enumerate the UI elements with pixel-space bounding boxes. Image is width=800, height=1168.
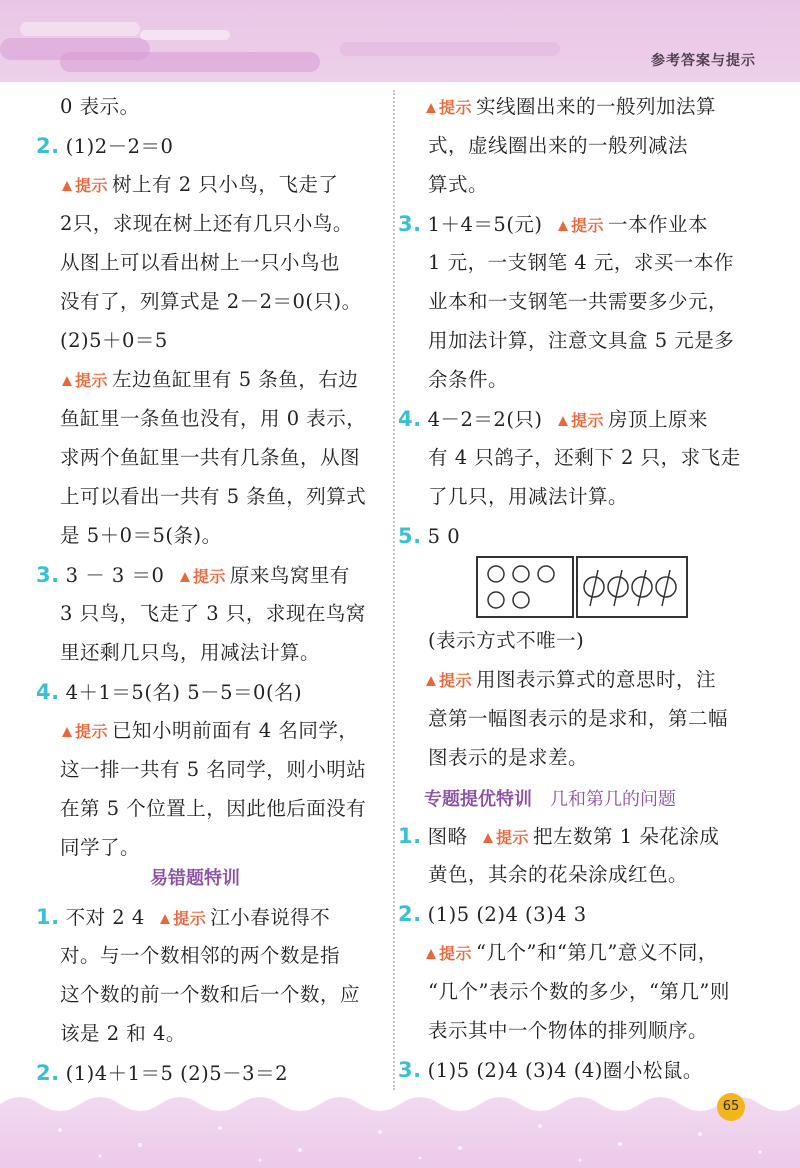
tip-icon bbox=[556, 219, 570, 233]
header-title: 参考答案与提示 bbox=[651, 53, 756, 69]
text-line: 上可以看出一共有 5 条鱼，列算式 bbox=[60, 485, 367, 508]
tip-line bbox=[60, 172, 338, 199]
question-number: 3. bbox=[398, 1058, 422, 1082]
question-2 bbox=[36, 133, 173, 160]
tip-icon bbox=[481, 831, 495, 845]
tip-text: 原来鸟窝里有 bbox=[229, 564, 350, 587]
tip-text: 一本作业本 bbox=[607, 213, 708, 236]
text-line: 用加法计算，注意文具盒 5 元是多 bbox=[428, 329, 735, 352]
tip-text: 已知小明前面有 4 名同学， bbox=[112, 719, 359, 742]
question-number: 3. bbox=[398, 212, 422, 236]
tip-text: 实线圈出来的一般列加法算 bbox=[476, 95, 717, 118]
tip-label: 提示 bbox=[556, 216, 604, 235]
tip-icon bbox=[60, 725, 74, 739]
question-number: 1. bbox=[398, 824, 422, 848]
note-text: (表示方式不唯一) bbox=[428, 629, 585, 652]
question-number: 5. bbox=[398, 524, 422, 548]
answer-text: (1)5 (2)4 (3)4 (4)圈小松鼠。 bbox=[427, 1059, 703, 1082]
tip-icon bbox=[424, 101, 438, 115]
tip-line bbox=[60, 718, 358, 745]
text-line: 在第 5 个位置上，因此他后面没有 bbox=[60, 797, 367, 820]
question-number: 3. bbox=[36, 563, 60, 587]
tip-label: 提示 bbox=[424, 944, 472, 963]
text-line: 鱼缸里一条鱼也没有，用 0 表示， bbox=[60, 407, 367, 430]
tip-line bbox=[424, 94, 716, 121]
section-title-errors: 易错题特训 bbox=[150, 868, 240, 889]
tip-icon bbox=[158, 912, 172, 926]
text-line: 2只，求现在树上还有几只小鸟。 bbox=[60, 212, 353, 235]
text-line: 3 只鸟，飞走了 3 只，求现在鸟窝 bbox=[60, 602, 366, 625]
tip-line bbox=[424, 667, 716, 694]
question-number: 2. bbox=[36, 134, 60, 158]
text-line: 该是 2 和 4。 bbox=[60, 1022, 186, 1045]
subtraction-figure bbox=[576, 556, 688, 618]
answer-text: 1＋4＝5(元) bbox=[427, 213, 543, 236]
addition-figure bbox=[476, 556, 574, 618]
tip-text: 左边鱼缸里有 5 条鱼，右边 bbox=[112, 368, 359, 391]
text-line: “几个”表示个数的多少，“第几”则 bbox=[428, 980, 730, 1003]
tip-label: 提示 bbox=[424, 671, 472, 690]
question-number: 2. bbox=[36, 1061, 60, 1085]
tip-label: 提示 bbox=[158, 909, 206, 928]
text-line: 1 元，一支钢笔 4 元，求买一本作 bbox=[428, 251, 734, 274]
page-footer bbox=[0, 1090, 800, 1168]
answer-text: 不对 2 4 bbox=[65, 906, 145, 929]
text-line: 里还剩几只鸟，用减法计算。 bbox=[60, 641, 321, 664]
tip-icon bbox=[556, 414, 570, 428]
error-question-1 bbox=[36, 904, 330, 932]
question-5 bbox=[398, 523, 460, 550]
tip-text: 把左数第 1 朵花涂成 bbox=[533, 825, 720, 848]
text-line: 0 表示。 bbox=[60, 95, 140, 118]
tip-label: 提示 bbox=[424, 98, 472, 117]
question-3 bbox=[36, 562, 350, 590]
text-line: 式，虚线圈出来的一般列减法 bbox=[428, 134, 689, 157]
section-title-text: 专题提优特训 bbox=[424, 789, 532, 810]
footer-decoration bbox=[0, 1090, 800, 1168]
tip-text: “几个”和“第几”意义不同， bbox=[476, 941, 718, 964]
text-line: 求两个鱼缸里一共有几条鱼，从图 bbox=[60, 446, 361, 469]
circles-drawing bbox=[478, 558, 572, 616]
tip-icon bbox=[60, 179, 74, 193]
tip-icon bbox=[60, 374, 74, 388]
tip-text: 树上有 2 只小鸟，飞走了 bbox=[112, 173, 339, 196]
tip-label: 提示 bbox=[60, 371, 108, 390]
text-line: 对。与一个数相邻的两个数是指 bbox=[60, 944, 341, 967]
answer-text: (1)2－2＝0 bbox=[65, 135, 174, 158]
tip-label: 提示 bbox=[481, 828, 529, 847]
tip-label: 提示 bbox=[556, 411, 604, 430]
text-line: 意第一幅图表示的是求和，第二幅 bbox=[428, 707, 729, 730]
special-question-3 bbox=[398, 1057, 703, 1084]
tip-icon bbox=[424, 674, 438, 688]
question-number: 4. bbox=[398, 407, 422, 431]
text-line: 图表示的是求差。 bbox=[428, 746, 589, 769]
answer-text: (2)5＋0＝5 bbox=[60, 329, 168, 352]
answer-text: (1)4＋1＝5 (2)5－3＝2 bbox=[65, 1062, 288, 1085]
answer-text: (1)5 (2)4 (3)4 3 bbox=[427, 903, 587, 926]
tip-label: 提示 bbox=[60, 176, 108, 195]
text-line: 有 4 只鸽子，还剩下 2 只，求飞走 bbox=[428, 446, 741, 469]
answer-text: 图略 bbox=[427, 825, 468, 848]
section-title-special bbox=[424, 785, 676, 811]
tip-label: 提示 bbox=[60, 722, 108, 741]
section-subtitle: 几和第几的问题 bbox=[550, 789, 676, 810]
question-number: 1. bbox=[36, 905, 60, 929]
text-line: 这个数的前一个数和后一个数，应 bbox=[60, 983, 361, 1006]
text-line: 表示其中一个物体的排列顺序。 bbox=[428, 1019, 709, 1042]
tip-icon bbox=[178, 570, 192, 584]
tip-line bbox=[60, 367, 358, 394]
tip-icon bbox=[424, 947, 438, 961]
answer-text: 4＋1＝5(名) 5－5＝0(名) bbox=[65, 681, 303, 704]
page-number: 65 bbox=[717, 1093, 745, 1121]
text-line: 是 5＋0＝5(条)。 bbox=[60, 524, 222, 547]
text-line: 了几只，用减法计算。 bbox=[428, 485, 629, 508]
tip-label: 提示 bbox=[178, 567, 226, 586]
tip-text: 用图表示算式的意思时，注 bbox=[476, 668, 717, 691]
tip-line bbox=[424, 940, 718, 967]
answer-text: 4－2＝2(只) bbox=[427, 408, 543, 431]
text-line: 余条件。 bbox=[428, 368, 509, 391]
question-3 bbox=[398, 211, 708, 239]
page-header bbox=[0, 0, 800, 82]
text-line: 没有了，列算式是 2－2＝0(只)。 bbox=[60, 290, 362, 313]
error-question-2 bbox=[36, 1060, 288, 1087]
question-number: 2. bbox=[398, 902, 422, 926]
special-question-1 bbox=[398, 823, 719, 851]
special-question-2 bbox=[398, 901, 587, 928]
text-line: 同学了。 bbox=[60, 836, 141, 859]
text-line: 从图上可以看出树上一只小鸟也 bbox=[60, 251, 341, 274]
question-number: 4. bbox=[36, 680, 60, 704]
answer-text: 3 － 3 ＝0 bbox=[65, 564, 165, 587]
crossed-circles-drawing bbox=[578, 558, 686, 616]
tip-text: 房顶上原来 bbox=[607, 408, 708, 431]
question-4 bbox=[36, 679, 302, 706]
text-line: 业本和一支钢笔一共需要多少元， bbox=[428, 290, 729, 313]
question-4 bbox=[398, 406, 708, 434]
column-divider bbox=[393, 90, 395, 1090]
text-line: 算式。 bbox=[428, 173, 489, 196]
answer-text: 5 0 bbox=[427, 525, 461, 548]
tip-text: 江小春说得不 bbox=[210, 906, 331, 929]
text-line: 黄色，其余的花朵涂成红色。 bbox=[428, 863, 689, 886]
text-line: 这一排一共有 5 名同学，则小明站 bbox=[60, 758, 367, 781]
